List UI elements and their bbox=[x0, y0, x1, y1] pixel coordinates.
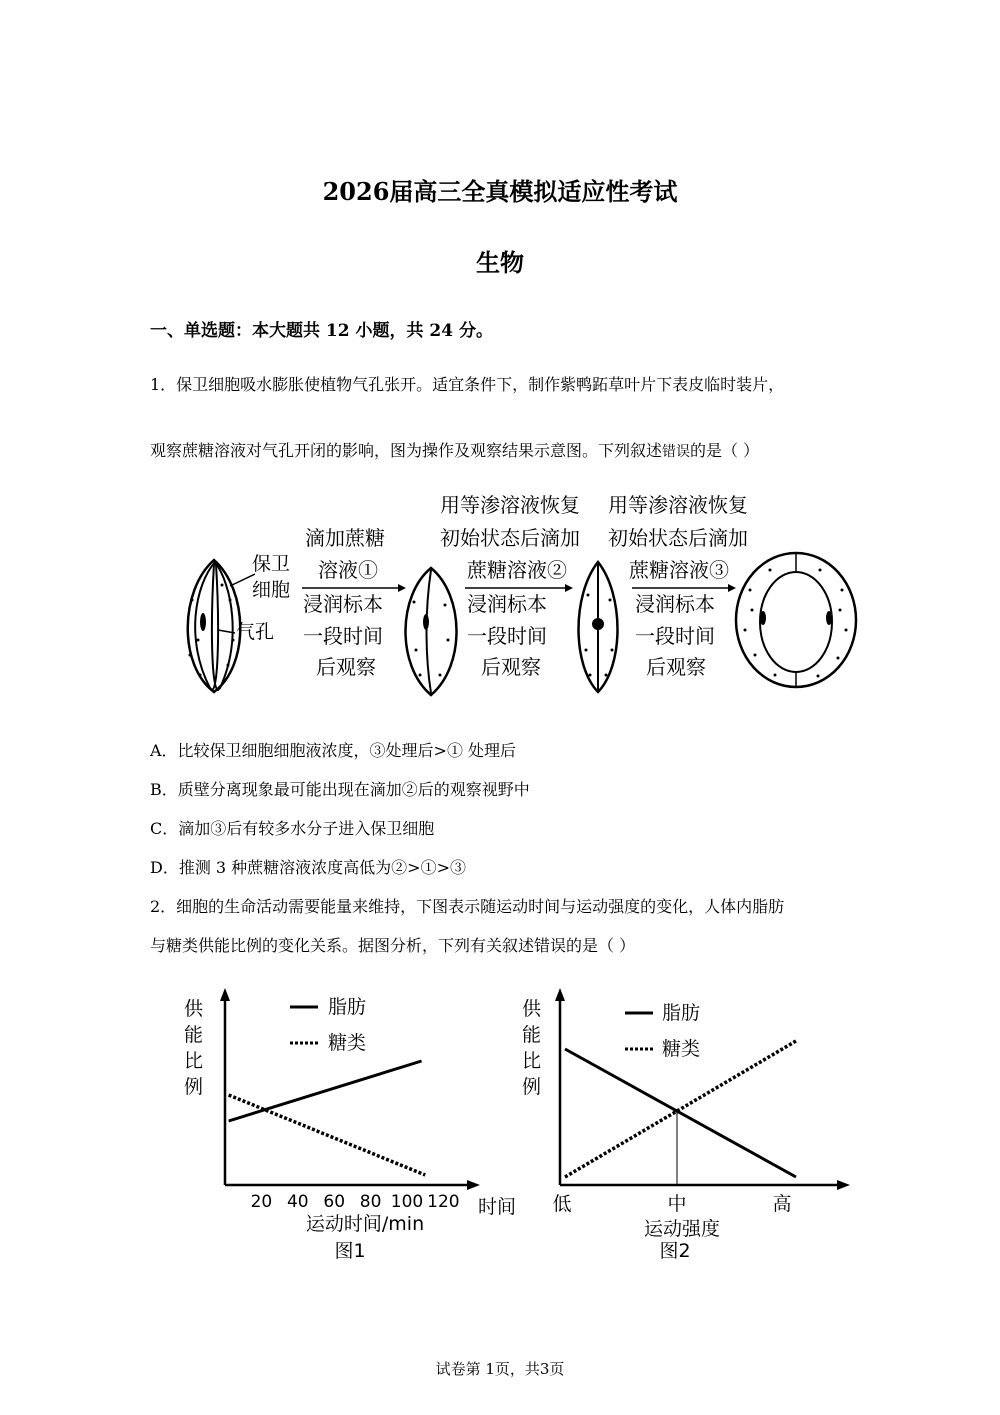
step1-line-0: 滴加蔗糖 bbox=[305, 526, 385, 550]
chart2-series-line-0 bbox=[565, 1049, 796, 1177]
q1-option-b: B．质壁分离现象最可能出现在滴加②后的观察视野中 bbox=[150, 780, 530, 799]
step2-line-3: 浸润标本 bbox=[467, 592, 547, 616]
step1-line-2: 浸润标本 bbox=[303, 592, 383, 616]
q1-option-d: D．推测 3 种蔗糖溶液浓度高低为②>①>③ bbox=[150, 858, 466, 877]
stoma-after-1 bbox=[405, 568, 456, 695]
step3-line-2: 蔗糖溶液③ bbox=[629, 558, 729, 582]
step2-line-5: 后观察 bbox=[481, 655, 541, 679]
label-guard-cell-2: 细胞 bbox=[252, 579, 291, 601]
svg-text:供能比例: 供能比例 bbox=[184, 998, 204, 1098]
step1-line-4: 后观察 bbox=[316, 655, 376, 679]
step1-line-1: 溶液① bbox=[318, 558, 378, 582]
stoma-after-3 bbox=[736, 553, 856, 687]
chart1-xlabel: 运动时间/min bbox=[305, 1213, 425, 1235]
q2-line1: 2．细胞的生命活动需要能量来维持，下图表示随运动时间与运动强度的变化，人体内脂肪 bbox=[150, 897, 785, 916]
stoma-initial bbox=[188, 560, 241, 692]
step3-line-5: 后观察 bbox=[646, 655, 706, 679]
label-stoma: 气孔 bbox=[236, 621, 275, 643]
chart2-ylabel bbox=[522, 998, 542, 1098]
q1-line2-pre: 观察蔗糖溶液对气孔开闭的影响，图为操作及观察结果示意图。下列叙述 bbox=[150, 441, 663, 460]
q2-line2: 与糖类供能比例的变化关系。据图分析，下列有关叙述错误的是（ ） bbox=[150, 936, 636, 955]
q1-option-c: C．滴加③后有较多水分子进入保卫细胞 bbox=[150, 819, 435, 838]
chart1-legend-label-1: 糖类 bbox=[328, 1032, 367, 1054]
chart2-x-axis-arrow bbox=[837, 1180, 850, 1190]
q1-line2-post: 的是（ ） bbox=[690, 441, 760, 460]
chart2-legend-label-0: 脂肪 bbox=[662, 1002, 701, 1024]
label-guard-cell-1: 保卫 bbox=[252, 553, 291, 575]
chart1-series-line-0 bbox=[229, 1061, 422, 1121]
chart1-x-tick-5: 120 bbox=[427, 1192, 460, 1212]
chart1-ylabel bbox=[184, 998, 204, 1098]
exam-title: 2026届高三全真模拟适应性考试 bbox=[322, 177, 678, 206]
svg-text:供能比例: 供能比例 bbox=[522, 998, 542, 1098]
chart2-title: 图2 bbox=[659, 1240, 691, 1262]
chart1-x-tick-3: 80 bbox=[359, 1192, 382, 1212]
chart1-legend-label-0: 脂肪 bbox=[328, 996, 367, 1018]
step1-line-3: 一段时间 bbox=[303, 624, 383, 648]
chart1-x-axis-arrow bbox=[467, 1180, 480, 1190]
step2-line-4: 一段时间 bbox=[467, 624, 547, 648]
chart-figure-2 bbox=[510, 985, 860, 1275]
chart1-x-tick-4: 100 bbox=[390, 1192, 424, 1212]
q1-option-a: A．比较保卫细胞细胞液浓度，③处理后>① 处理后 bbox=[150, 741, 517, 760]
chart1-x-axis-word: 时间 bbox=[478, 1196, 517, 1218]
chart2-xlabel: 运动强度 bbox=[643, 1218, 721, 1240]
step2-line-1: 初始状态后滴加 bbox=[440, 526, 580, 550]
chart2-x-tick-1: 中 bbox=[667, 1193, 687, 1215]
chart2-x-tick-0: 低 bbox=[552, 1193, 572, 1215]
q1-line2 bbox=[150, 438, 759, 461]
step3-line-4: 一段时间 bbox=[635, 624, 715, 648]
chart2-x-tick-2: 高 bbox=[772, 1193, 792, 1215]
stoma-diagram bbox=[170, 490, 870, 710]
q1-line1: 1．保卫细胞吸水膨胀使植物气孔张开。适宜条件下，制作紫鸭跖草叶片下表皮临时装片， bbox=[150, 375, 785, 394]
step2-line-0: 用等渗溶液恢复 bbox=[440, 493, 580, 517]
chart1-title: 图1 bbox=[334, 1240, 366, 1262]
chart1-x-tick-2: 60 bbox=[323, 1192, 346, 1212]
subject-title: 生物 bbox=[476, 248, 524, 277]
step3-line-3: 浸润标本 bbox=[635, 592, 715, 616]
chart-figure-1 bbox=[170, 985, 540, 1275]
chart2-legend-label-1: 糖类 bbox=[662, 1038, 701, 1060]
step2-line-2: 蔗糖溶液② bbox=[467, 558, 567, 582]
step3-line-0: 用等渗溶液恢复 bbox=[608, 493, 748, 517]
step3-line-1: 初始状态后滴加 bbox=[608, 526, 748, 550]
chart2-y-axis-arrow bbox=[555, 988, 565, 1001]
q1-emphasis-wrong: 错误 bbox=[662, 444, 691, 460]
page-footer: 试卷第 1页，共3页 bbox=[435, 1360, 565, 1378]
chart1-x-tick-1: 40 bbox=[286, 1192, 309, 1212]
stoma-after-2 bbox=[579, 562, 618, 692]
section-heading: 一、单选题：本大题共 12 小题，共 24 分。 bbox=[150, 321, 493, 341]
chart1-series-line-1 bbox=[229, 1095, 426, 1175]
chart1-y-axis-arrow bbox=[220, 988, 230, 1001]
chart1-x-tick-0: 20 bbox=[250, 1192, 273, 1212]
